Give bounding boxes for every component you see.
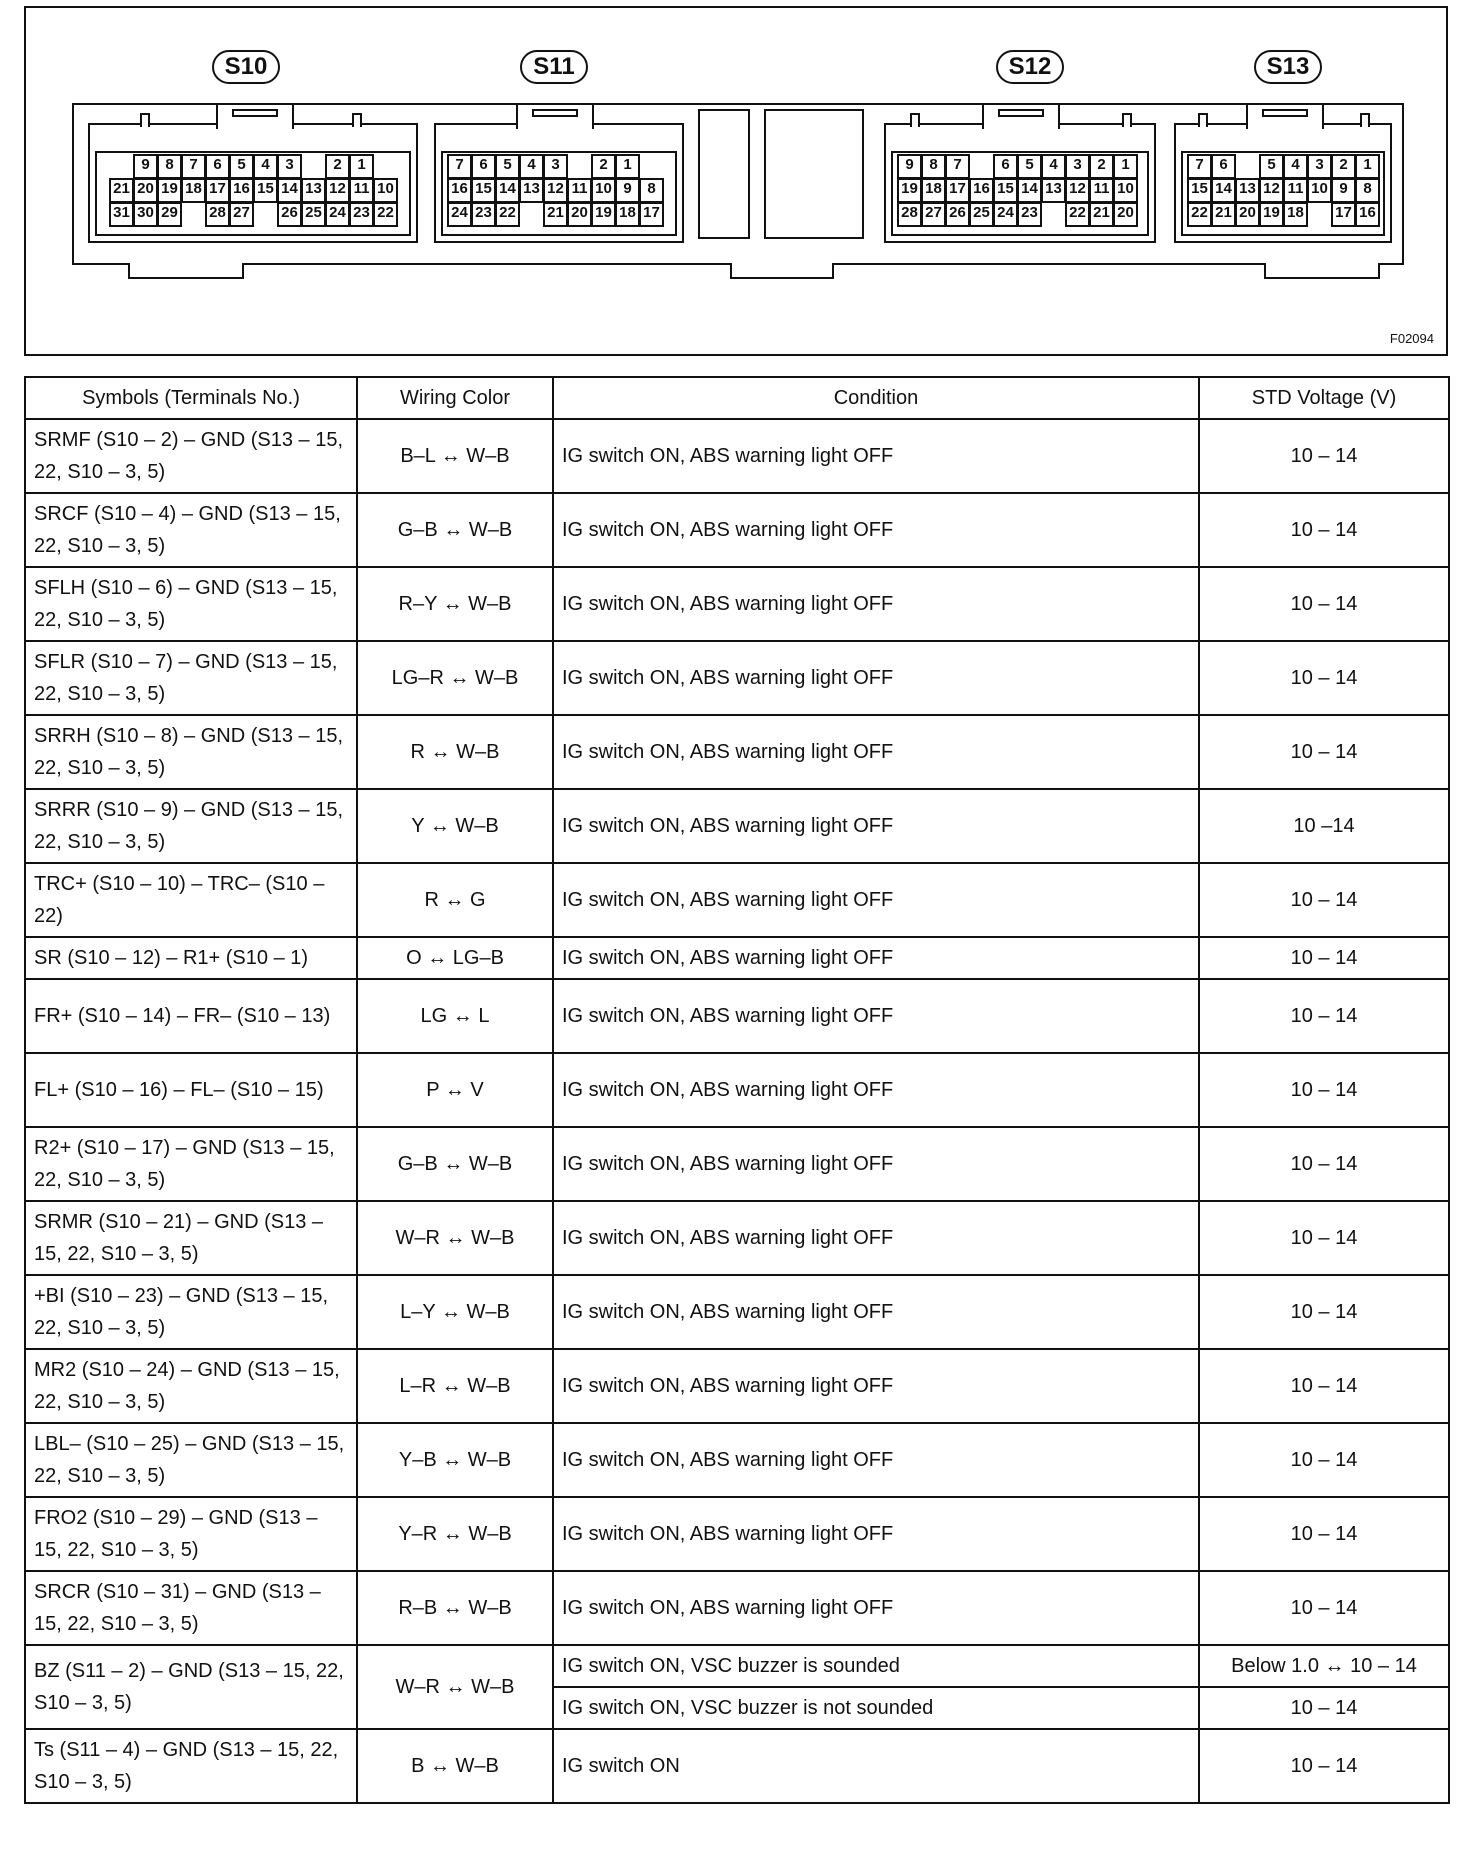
cell-condition: IG switch ON, ABS warning light OFF [553,567,1199,641]
terminal-pin: 9 [1331,178,1356,203]
header-wiring-color: Wiring Color [357,377,553,419]
terminal-pin: 22 [495,202,520,227]
table-row [25,715,1449,789]
plug-ear [1360,113,1370,127]
terminal-pin: 2 [591,154,616,179]
plug-ear [140,113,150,127]
terminal-pin: 5 [495,154,520,179]
terminal-pin: 21 [1211,202,1236,227]
plug-latch [982,103,1060,129]
terminal-pin: 5 [229,154,254,179]
cell-symbol: +BI (S10 – 23) – GND (S13 – 15, 22, S10 – 3, 5) [25,1275,357,1349]
terminal-pin: 24 [447,202,472,227]
pin-grid-s13 [1188,155,1380,227]
terminal-pin: 30 [133,202,158,227]
cell-std-voltage: 10 – 14 [1199,1571,1449,1645]
cell-std-voltage: 10 – 14 [1199,1497,1449,1571]
pin-gap [1307,202,1332,227]
terminal-pin: 7 [181,154,206,179]
terminal-pin: 1 [349,154,374,179]
table-row [25,789,1449,863]
cell-std-voltage: 10 – 14 [1199,1687,1449,1729]
terminal-pin: 1 [1355,154,1380,179]
terminal-pin: 1 [615,154,640,179]
terminal-pin: 15 [253,178,278,203]
table-row [25,1497,1449,1571]
terminal-pin: 17 [205,178,230,203]
cell-condition: IG switch ON, VSC buzzer is not sounded [553,1687,1199,1729]
cell-wiring-color: R–Y ↔ W–B [357,567,553,641]
terminal-pin: 4 [519,154,544,179]
terminal-pin: 6 [471,154,496,179]
terminal-pin: 14 [1017,178,1042,203]
cell-symbol: SRRH (S10 – 8) – GND (S13 – 15, 22, S10 – 3, 5) [25,715,357,789]
cell-std-voltage: 10 – 14 [1199,1127,1449,1201]
cell-condition: IG switch ON, ABS warning light OFF [553,1571,1199,1645]
cell-std-voltage: 10 – 14 [1199,567,1449,641]
terminal-pin: 24 [993,202,1018,227]
terminal-pin: 10 [1307,178,1332,203]
terminal-pin: 10 [1113,178,1138,203]
cell-wiring-color: G–B ↔ W–B [357,1127,553,1201]
pin-gap [969,154,994,179]
cell-symbol: R2+ (S10 – 17) – GND (S13 – 15, 22, S10 – 3, 5) [25,1127,357,1201]
cell-wiring-color: LG–R ↔ W–B [357,641,553,715]
connector-s12 [884,123,1156,243]
terminal-pin: 21 [1089,202,1114,227]
terminal-pin: 7 [945,154,970,179]
terminal-pin: 21 [109,178,134,203]
cell-condition: IG switch ON, ABS warning light OFF [553,789,1199,863]
terminal-pin: 10 [373,178,398,203]
pin-grid-s11 [448,155,664,227]
table-row [25,641,1449,715]
plug-ear [352,113,362,127]
terminal-pin: 20 [567,202,592,227]
terminal-pin: 25 [301,202,326,227]
table-row [25,979,1449,1053]
terminal-pin: 3 [277,154,302,179]
connector-label-s11: S11 [520,50,588,84]
terminal-pin: 18 [1283,202,1308,227]
terminal-pin: 11 [349,178,374,203]
table-row [25,1275,1449,1349]
pin-gap [1235,154,1260,179]
cell-wiring-color: R ↔ W–B [357,715,553,789]
terminal-pin: 19 [897,178,922,203]
cell-condition: IG switch ON, ABS warning light OFF [553,1201,1199,1275]
cell-std-voltage: Below 1.0 ↔ 10 – 14 [1199,1645,1449,1687]
pin-gap [301,154,326,179]
table-header-row [25,377,1449,419]
pin-grid-s10 [110,155,398,227]
terminal-pin: 7 [1187,154,1212,179]
cell-symbol: MR2 (S10 – 24) – GND (S13 – 15, 22, S10 – 3, 5) [25,1349,357,1423]
terminal-pin: 17 [1331,202,1356,227]
terminal-pin: 24 [325,202,350,227]
terminal-pin: 3 [1065,154,1090,179]
pin-gap [639,154,664,179]
table-row [25,1571,1449,1645]
table-row [25,493,1449,567]
table-row [25,937,1449,979]
pin-gap [1041,202,1066,227]
terminal-pin: 13 [1041,178,1066,203]
connector-s11 [434,123,684,243]
housing-tab [1264,263,1380,279]
cell-wiring-color: W–R ↔ W–B [357,1201,553,1275]
cell-symbol: SRRR (S10 – 9) – GND (S13 – 15, 22, S10 – 3, 5) [25,789,357,863]
cell-symbol: SFLR (S10 – 7) – GND (S13 – 15, 22, S10 – 3, 5) [25,641,357,715]
cell-wiring-color: Y–R ↔ W–B [357,1497,553,1571]
terminal-pin: 27 [921,202,946,227]
terminal-pin: 15 [471,178,496,203]
cell-std-voltage: 10 –14 [1199,789,1449,863]
terminal-pin: 8 [1355,178,1380,203]
pin-gap [253,202,278,227]
cell-condition: IG switch ON, ABS warning light OFF [553,715,1199,789]
cell-wiring-color: B ↔ W–B [357,1729,553,1803]
terminal-pin: 9 [897,154,922,179]
terminal-pin: 9 [615,178,640,203]
plug-latch [1246,103,1324,129]
cell-std-voltage: 10 – 14 [1199,715,1449,789]
cell-std-voltage: 10 – 14 [1199,1201,1449,1275]
header-std-voltage: STD Voltage (V) [1199,377,1449,419]
plug-latch [216,103,294,129]
terminal-pin: 5 [1259,154,1284,179]
cell-symbol: SFLH (S10 – 6) – GND (S13 – 15, 22, S10 – 3, 5) [25,567,357,641]
terminal-pin: 13 [301,178,326,203]
cell-std-voltage: 10 – 14 [1199,1423,1449,1497]
table-row [25,419,1449,493]
plug-latch [516,103,594,129]
terminal-pin: 3 [543,154,568,179]
plug-ear [910,113,920,127]
cell-wiring-color: Y ↔ W–B [357,789,553,863]
terminal-pin: 10 [591,178,616,203]
terminal-pin: 18 [615,202,640,227]
terminal-pin: 16 [1355,202,1380,227]
terminal-pin: 14 [495,178,520,203]
cell-condition: IG switch ON, ABS warning light OFF [553,419,1199,493]
terminal-voltage-table [24,376,1450,1804]
terminal-pin: 15 [1187,178,1212,203]
cell-symbol: Ts (S11 – 4) – GND (S13 – 15, 22, S10 – 3, 5) [25,1729,357,1803]
cell-std-voltage: 10 – 14 [1199,1349,1449,1423]
terminal-pin: 26 [277,202,302,227]
connector-diagram [24,6,1448,356]
cell-std-voltage: 10 – 14 [1199,1053,1449,1127]
connector-label-s12: S12 [996,50,1064,84]
terminal-pin: 12 [325,178,350,203]
terminal-pin: 16 [447,178,472,203]
terminal-pin: 8 [639,178,664,203]
terminal-pin: 19 [1259,202,1284,227]
header-symbols: Symbols (Terminals No.) [25,377,357,419]
table-row [25,1127,1449,1201]
terminal-pin: 4 [1041,154,1066,179]
cell-symbol: LBL– (S10 – 25) – GND (S13 – 15, 22, S10 – 3, 5) [25,1423,357,1497]
terminal-pin: 8 [157,154,182,179]
housing-tab [128,263,244,279]
terminal-pin: 25 [969,202,994,227]
terminal-pin: 11 [1089,178,1114,203]
terminal-pin: 12 [543,178,568,203]
terminal-pin: 2 [325,154,350,179]
pin-gap [519,202,544,227]
blank-cavity [764,109,864,239]
table-row [25,1201,1449,1275]
cell-std-voltage: 10 – 14 [1199,937,1449,979]
header-condition: Condition [553,377,1199,419]
cell-std-voltage: 10 – 14 [1199,493,1449,567]
cell-condition: IG switch ON, ABS warning light OFF [553,1423,1199,1497]
cell-condition: IG switch ON, ABS warning light OFF [553,1127,1199,1201]
cell-std-voltage: 10 – 14 [1199,863,1449,937]
cell-condition: IG switch ON, ABS warning light OFF [553,979,1199,1053]
ecu-connector-housing [72,103,1404,265]
table-row-bz [25,1645,1449,1687]
terminal-pin: 23 [349,202,374,227]
terminal-pin: 3 [1307,154,1332,179]
blank-cavity [698,109,750,239]
terminal-pin: 13 [1235,178,1260,203]
terminal-pin: 20 [1235,202,1260,227]
terminal-pin: 12 [1065,178,1090,203]
housing-tab [730,263,834,279]
terminal-pin: 7 [447,154,472,179]
cell-wiring-color: L–Y ↔ W–B [357,1275,553,1349]
pin-gap [373,154,398,179]
terminal-pin: 14 [277,178,302,203]
terminal-pin: 6 [993,154,1018,179]
terminal-pin: 26 [945,202,970,227]
cell-symbol: FL+ (S10 – 16) – FL– (S10 – 15) [25,1053,357,1127]
cell-condition: IG switch ON, ABS warning light OFF [553,1497,1199,1571]
cell-std-voltage: 10 – 14 [1199,641,1449,715]
terminal-pin: 8 [921,154,946,179]
cell-std-voltage: 10 – 14 [1199,419,1449,493]
cell-std-voltage: 10 – 14 [1199,979,1449,1053]
terminal-pin: 6 [205,154,230,179]
terminal-pin: 22 [373,202,398,227]
cell-condition: IG switch ON, ABS warning light OFF [553,937,1199,979]
cell-symbol: SR (S10 – 12) – R1+ (S10 – 1) [25,937,357,979]
terminal-pin: 31 [109,202,134,227]
terminal-pin: 11 [567,178,592,203]
table-row [25,1349,1449,1423]
terminal-pin: 2 [1089,154,1114,179]
cell-condition: IG switch ON, VSC buzzer is sounded [553,1645,1199,1687]
cell-condition: IG switch ON, ABS warning light OFF [553,863,1199,937]
terminal-pin: 19 [591,202,616,227]
terminal-pin: 5 [1017,154,1042,179]
cell-wiring-color: Y–B ↔ W–B [357,1423,553,1497]
terminal-pin: 15 [993,178,1018,203]
pin-gap [181,202,206,227]
terminal-pin: 27 [229,202,254,227]
cell-symbol: FRO2 (S10 – 29) – GND (S13 – 15, 22, S10 – 3, 5) [25,1497,357,1571]
cell-condition: IG switch ON, ABS warning light OFF [553,1275,1199,1349]
terminal-pin: 18 [921,178,946,203]
terminal-pin: 13 [519,178,544,203]
terminal-pin: 16 [229,178,254,203]
cell-wiring-color: W–R ↔ W–B [357,1645,553,1729]
terminal-pin: 28 [897,202,922,227]
connector-label-s13: S13 [1254,50,1322,84]
cell-condition: IG switch ON, ABS warning light OFF [553,641,1199,715]
table-row-ts [25,1729,1449,1803]
terminal-pin: 16 [969,178,994,203]
cell-symbol: SRMR (S10 – 21) – GND (S13 – 15, 22, S10 – 3, 5) [25,1201,357,1275]
terminal-pin: 9 [133,154,158,179]
cell-symbol: SRMF (S10 – 2) – GND (S13 – 15, 22, S10 – 3, 5) [25,419,357,493]
table-row [25,567,1449,641]
table-row [25,863,1449,937]
terminal-pin: 6 [1211,154,1236,179]
cell-symbol: SRCR (S10 – 31) – GND (S13 – 15, 22, S10 – 3, 5) [25,1571,357,1645]
terminal-pin: 22 [1187,202,1212,227]
cell-wiring-color: R–B ↔ W–B [357,1571,553,1645]
pin-grid-s12 [898,155,1138,227]
plug-ear [1198,113,1208,127]
cell-wiring-color: B–L ↔ W–B [357,419,553,493]
terminal-pin: 11 [1283,178,1308,203]
terminal-pin: 2 [1331,154,1356,179]
table-row [25,1053,1449,1127]
cell-wiring-color: O ↔ LG–B [357,937,553,979]
connector-s13 [1174,123,1392,243]
terminal-pin: 21 [543,202,568,227]
terminal-pin: 22 [1065,202,1090,227]
plug-ear [1122,113,1132,127]
pin-gap [567,154,592,179]
cell-symbol: TRC+ (S10 – 10) – TRC– (S10 – 22) [25,863,357,937]
terminal-pin: 12 [1259,178,1284,203]
terminal-pin: 20 [133,178,158,203]
cell-wiring-color: R ↔ G [357,863,553,937]
cell-condition: IG switch ON, ABS warning light OFF [553,493,1199,567]
terminal-pin: 4 [1283,154,1308,179]
terminal-pin: 29 [157,202,182,227]
pin-gap [109,154,134,179]
cell-condition: IG switch ON, ABS warning light OFF [553,1053,1199,1127]
terminal-pin: 23 [1017,202,1042,227]
terminal-pin: 17 [639,202,664,227]
cell-wiring-color: P ↔ V [357,1053,553,1127]
figure-code: F02094 [1389,331,1434,346]
terminal-pin: 14 [1211,178,1236,203]
terminal-pin: 19 [157,178,182,203]
connector-label-s10: S10 [212,50,280,84]
terminal-pin: 1 [1113,154,1138,179]
cell-std-voltage: 10 – 14 [1199,1729,1449,1803]
cell-wiring-color: G–B ↔ W–B [357,493,553,567]
cell-condition: IG switch ON, ABS warning light OFF [553,1349,1199,1423]
connector-s10 [88,123,418,243]
terminal-pin: 18 [181,178,206,203]
cell-wiring-color: LG ↔ L [357,979,553,1053]
terminal-pin: 17 [945,178,970,203]
cell-symbol: SRCF (S10 – 4) – GND (S13 – 15, 22, S10 – 3, 5) [25,493,357,567]
cell-wiring-color: L–R ↔ W–B [357,1349,553,1423]
cell-std-voltage: 10 – 14 [1199,1275,1449,1349]
cell-symbol: BZ (S11 – 2) – GND (S13 – 15, 22, S10 – 3, 5) [25,1645,357,1729]
terminal-pin: 4 [253,154,278,179]
cell-condition: IG switch ON [553,1729,1199,1803]
table-row [25,1423,1449,1497]
terminal-pin: 23 [471,202,496,227]
terminal-pin: 20 [1113,202,1138,227]
cell-symbol: FR+ (S10 – 14) – FR– (S10 – 13) [25,979,357,1053]
terminal-pin: 28 [205,202,230,227]
